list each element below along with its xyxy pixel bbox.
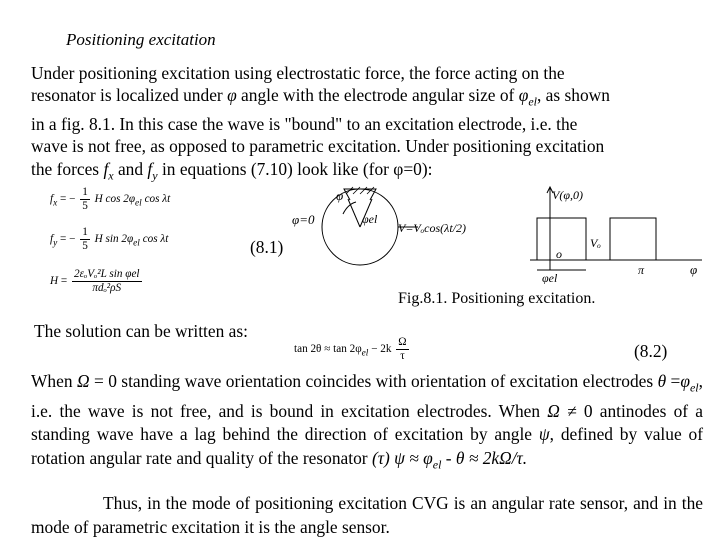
plot-o-label: o	[556, 247, 562, 261]
phi-el-label: φel	[362, 212, 378, 226]
plot-phi-label: φ	[690, 262, 698, 277]
plot-phi-el-label: φel	[542, 271, 558, 284]
figure-caption: Fig.8.1. Positioning excitation.	[398, 290, 596, 307]
equation-H: H = $\frac{\text{2εₒVₒ²L sin φel}}{\text{πdₒ²ρS}}$	[50, 268, 140, 294]
voltage-plot	[512, 184, 712, 284]
voltage-label: V=Vₒcos(λt/2)	[398, 221, 467, 235]
para1-line2: resonator is localized under φ angle with the electrode angular size of $\varphi_{el}$, as shown	[31, 85, 610, 109]
equation-fx: $f_x$ = − $\frac{1}{5}$ H $\cos 2\varphi_{el}$ cos λt	[50, 186, 171, 212]
explanation-paragraph: When Ω = 0 standing wave orientation coincides with orientation of excitation electrodes $\theta =\varphi_{el}$, i.e. the wave is not free, and is bound in excitation electrodes. When Ω ≠ 0 antinodes of a standing wave have a lag behind the direction of excitation by angle ψ, defined by value of rotation angular rate and quality of the resonator (τ) $\psi \approx \varphi_{el} - \theta \approx 2k\Omega/\tau$.	[31, 371, 703, 472]
para1-line4: wave is not free, as opposed to parametric excitation. Under positioning excitation	[31, 136, 605, 157]
equation-label-8-1: (8.1)	[250, 237, 284, 257]
phi-label: φ	[336, 188, 344, 203]
para1-line1: Under positioning excitation using electrostatic force, the force acting on the	[31, 63, 565, 83]
para1-line5: the forces $f_x$ and $f_y$ in equations (7.10) look like (for φ=0):	[31, 158, 433, 183]
plot-vo-label: Vₒ	[590, 236, 601, 250]
pulse-2	[610, 218, 656, 260]
conclusion-paragraph: Thus, in the mode of positioning excitation CVG is an angular rate sensor, and in the mode of parametric excitation it is the angle sensor.	[31, 493, 703, 537]
electrode-ray-left	[348, 199, 360, 227]
equation-fy: $f_y$ = − $\frac{1}{5}$ H $\sin 2\varphi_{el}$ cos λt	[50, 226, 169, 252]
section-heading: Positioning excitation	[66, 30, 216, 49]
para1-line3: in a fig. 8.1. In this case the wave is "bound" to an excitation electrode, i.e. the	[31, 114, 578, 135]
plot-ylabel: V(φ,0)	[552, 188, 583, 202]
equation-label-8-2: (8.2)	[634, 341, 668, 361]
plot-pi-label: π	[638, 263, 645, 277]
intro-paragraph	[31, 62, 703, 186]
equation-8-2: $\tan 2\theta \approx \tan 2\varphi_{el} - 2k$ $\frac{\Omega}{\tau}$	[294, 336, 407, 362]
solution-intro: The solution can be written as:	[34, 321, 248, 341]
electrode-diagram	[288, 182, 488, 280]
phi-zero-label: φ=0	[292, 212, 315, 227]
